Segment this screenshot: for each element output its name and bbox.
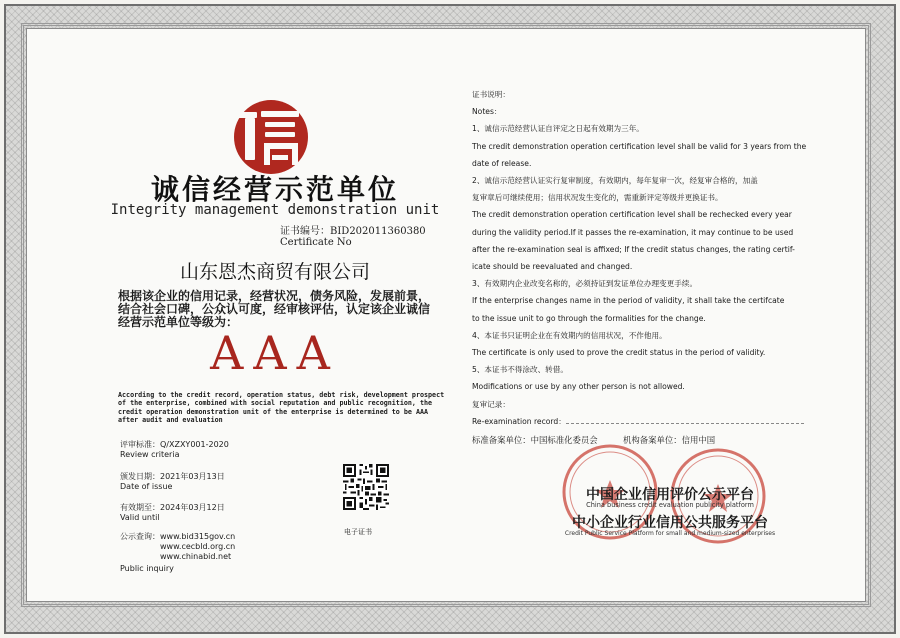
- platform-name-1-en: China business credit evaluation publicity platform: [586, 501, 754, 509]
- title-chinese: 诚信经营示范单位: [150, 173, 399, 206]
- certificate-number-value: BID202011360380: [330, 226, 426, 237]
- platform-name-2-en: Credit Public Service Platform for small and medium-sized enterprises: [564, 530, 776, 537]
- platform-name-2: 中小企业行业信用公共服务平台: [572, 515, 768, 531]
- valid-until-cn: 有效期至：2024年03月12日: [120, 503, 225, 512]
- review-criteria-en: Review criteria: [120, 450, 180, 459]
- notes-title-en: Notes：: [472, 107, 502, 117]
- body-text-english: According to the credit record, operation status, debt risk, development prospect of the enterprise, combined with social reputation and public recognition, the credit operation demonstration unit of the enterprise is determined to be AAA after audit and evaluation: [118, 391, 445, 425]
- public-inquiry-cn: 公示查询：www.bid315gov.cn: [120, 532, 236, 541]
- notes-line: 复审章后可继续使用；信用状况发生变化的，需重新评定等级并更换证书。: [472, 193, 723, 203]
- recheck-record: [472, 413, 790, 430]
- review-criteria: [120, 440, 229, 460]
- inquiry-site-link[interactable]: www.cecbld.org.cn: [160, 541, 236, 551]
- notes-line: The certificate is only used to prove the credit status in the period of validity.: [472, 348, 766, 358]
- notes-line: If the enterprise changes name in the period of validity, it shall take the certifcate: [472, 296, 785, 306]
- notes-line: 2、诚信示范经营认证实行复审制度，有效期内，每年复审一次，经复审合格的，加盖: [472, 176, 758, 186]
- certificate-number-label-en: Certificate No: [280, 237, 352, 248]
- recheck-record-line: [566, 414, 804, 424]
- notes-line: icate should be reevaluated and changed.: [472, 262, 633, 272]
- issue-date-cn: 颁发日期：2021年03月13日: [120, 472, 225, 481]
- valid-until: [120, 503, 225, 523]
- issue-date-en: Date of issue: [120, 482, 173, 491]
- valid-until-en: Valid until: [120, 513, 160, 522]
- notes-line: during the validity period.If it passes the re-examination, it may continue to be used: [472, 227, 794, 237]
- title-english: Integrity management demonstration unit: [110, 202, 440, 218]
- registry-filing-unit: 机构备案单位：信用中国: [622, 435, 716, 446]
- notes-panel: [472, 86, 807, 449]
- notes-line: 3、有效期内企业改变名称的，必须持证到发证单位办理变更手续。: [472, 279, 698, 289]
- notes-line: after the re-examination seal is affixed; If the credit status changes, the rating certif-: [472, 244, 795, 254]
- recheck-label-cn: 复审记录：: [472, 399, 510, 409]
- notes-line: The credit demonstration operation certification level shall be rechecked every year: [472, 210, 792, 220]
- inquiry-site-link[interactable]: www.chinabid.net: [160, 552, 232, 562]
- recheck-label-en: Re-examination record：: [472, 416, 566, 426]
- inquiry-site-list: [160, 531, 235, 563]
- qr-code-icon[interactable]: [343, 464, 389, 510]
- notes-line: date of release.: [472, 158, 532, 168]
- credit-grade: AAA: [210, 326, 340, 380]
- notes-line: 1、诚信示范经营认证自评定之日起有效期为三年。: [472, 124, 644, 134]
- public-inquiry-label-en: Public inquiry: [120, 564, 174, 573]
- issue-date: [120, 472, 225, 492]
- platform-name-1: 中国企业信用评价公示平台: [586, 487, 754, 503]
- review-criteria-cn: 评审标准：Q/XZXY001-2020: [120, 440, 229, 449]
- qr-code-label: 电子证书: [344, 528, 372, 536]
- notes-line: Modifications or use by any other person is not allowed.: [472, 382, 685, 392]
- notes-line: 5、本证书不得涂改、转借。: [472, 365, 568, 375]
- certificate-number-label: 证书编号：: [280, 226, 330, 237]
- notes-line: to the issue unit to go through the formalities for the change.: [472, 313, 706, 323]
- company-name: 山东恩杰商贸有限公司: [179, 261, 370, 283]
- notes-line: The credit demonstration operation certification level shall be valid for 3 years from the: [472, 141, 807, 151]
- notes-line: 4、本证书只证明企业在有效期内的信用状况，不作他用。: [472, 330, 667, 340]
- standards-filing-unit: 标准备案单位：中国标准化委员会: [472, 435, 598, 446]
- certificate-number: [280, 226, 426, 248]
- body-text-chinese: 根据该企业的信用记录，经营状况，债务风险，发展前景，结合社会口碑，公众认可度，经审核评估，认定该企业诚信经营示范单位等级为：: [118, 289, 431, 329]
- notes-title-cn: 证书说明：: [472, 90, 510, 99]
- credit-logo-icon: [232, 98, 310, 176]
